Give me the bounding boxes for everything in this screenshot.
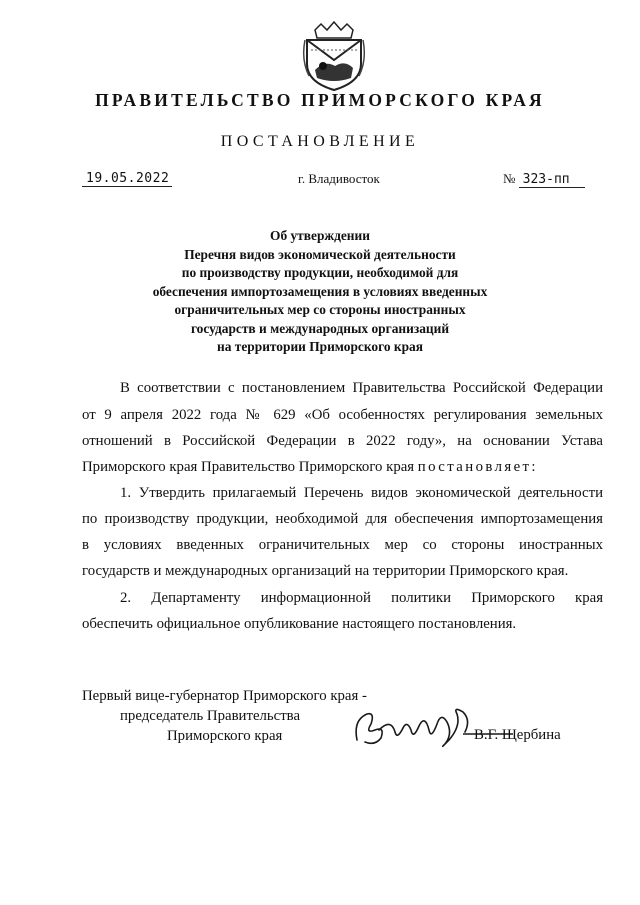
number-label: № bbox=[503, 171, 516, 186]
document-type: ПОСТАНОВЛЕНИЕ bbox=[220, 133, 420, 150]
signatory-position-line: Первый вице-губернатор Приморского края - bbox=[82, 688, 367, 704]
heading-line: обеспечения импортозамещения в условиях введенных bbox=[152, 283, 488, 299]
body-text-line bbox=[82, 458, 603, 476]
body-text-line: 2. Департаменту информационной политики Приморского края bbox=[120, 590, 603, 606]
body-text-line: от 9 апреля 2022 года № 629 «Об особенностях регулирования земельных bbox=[82, 407, 603, 423]
date-value: 19.05.2022 bbox=[82, 171, 172, 187]
body-text-line: в условиях введенных ограничительных мер со стороны иностранных bbox=[82, 537, 603, 553]
body-text-span: Приморского края Правительство Приморского края bbox=[82, 459, 418, 475]
heading-line: Перечня видов экономической деятельности bbox=[184, 246, 456, 262]
heading-line: Об утверждении bbox=[270, 228, 370, 243]
body-text-line: В соответствии с постановлением Правительства Российской Федерации bbox=[120, 380, 603, 396]
signatory-name: В.Г. Щербина bbox=[474, 727, 561, 743]
heading-line: государств и международных организаций bbox=[190, 320, 450, 336]
heading-line: ограничительных мер со стороны иностранных bbox=[174, 302, 466, 317]
signatory-position-line: председатель Правительства bbox=[120, 708, 301, 724]
handwritten-signature bbox=[345, 700, 515, 752]
body-text-line: 1. Утвердить прилагаемый Перечень видов экономической деятельности bbox=[120, 485, 603, 501]
document-date bbox=[82, 171, 172, 187]
body-text-line: по производству продукции, необходимой для обеспечения импортозамещения bbox=[82, 511, 603, 527]
coat-of-arms-icon bbox=[301, 20, 367, 92]
government-title: ПРАВИТЕЛЬСТВО ПРИМОРСКОГО КРАЯ bbox=[95, 90, 545, 110]
number-value: 323-пп bbox=[519, 172, 585, 188]
heading-line: на территории Приморского края bbox=[217, 339, 423, 354]
signatory-position-line: Приморского края bbox=[167, 728, 283, 744]
document-city: г. Владивосток bbox=[298, 171, 380, 186]
body-text-line: отношений в Российской Федерации в 2022 году», на основании Устава bbox=[82, 433, 603, 449]
document-heading bbox=[60, 227, 580, 357]
document-number bbox=[503, 171, 585, 188]
heading-line: по производству продукции, необходимой для bbox=[181, 265, 459, 280]
resolves-word: постановляет: bbox=[417, 459, 538, 475]
body-text-line: обеспечить официальное опубликование настоящего постановления. bbox=[82, 616, 517, 632]
body-text-line: государств и международных организаций на территории Приморского края. bbox=[82, 563, 569, 579]
